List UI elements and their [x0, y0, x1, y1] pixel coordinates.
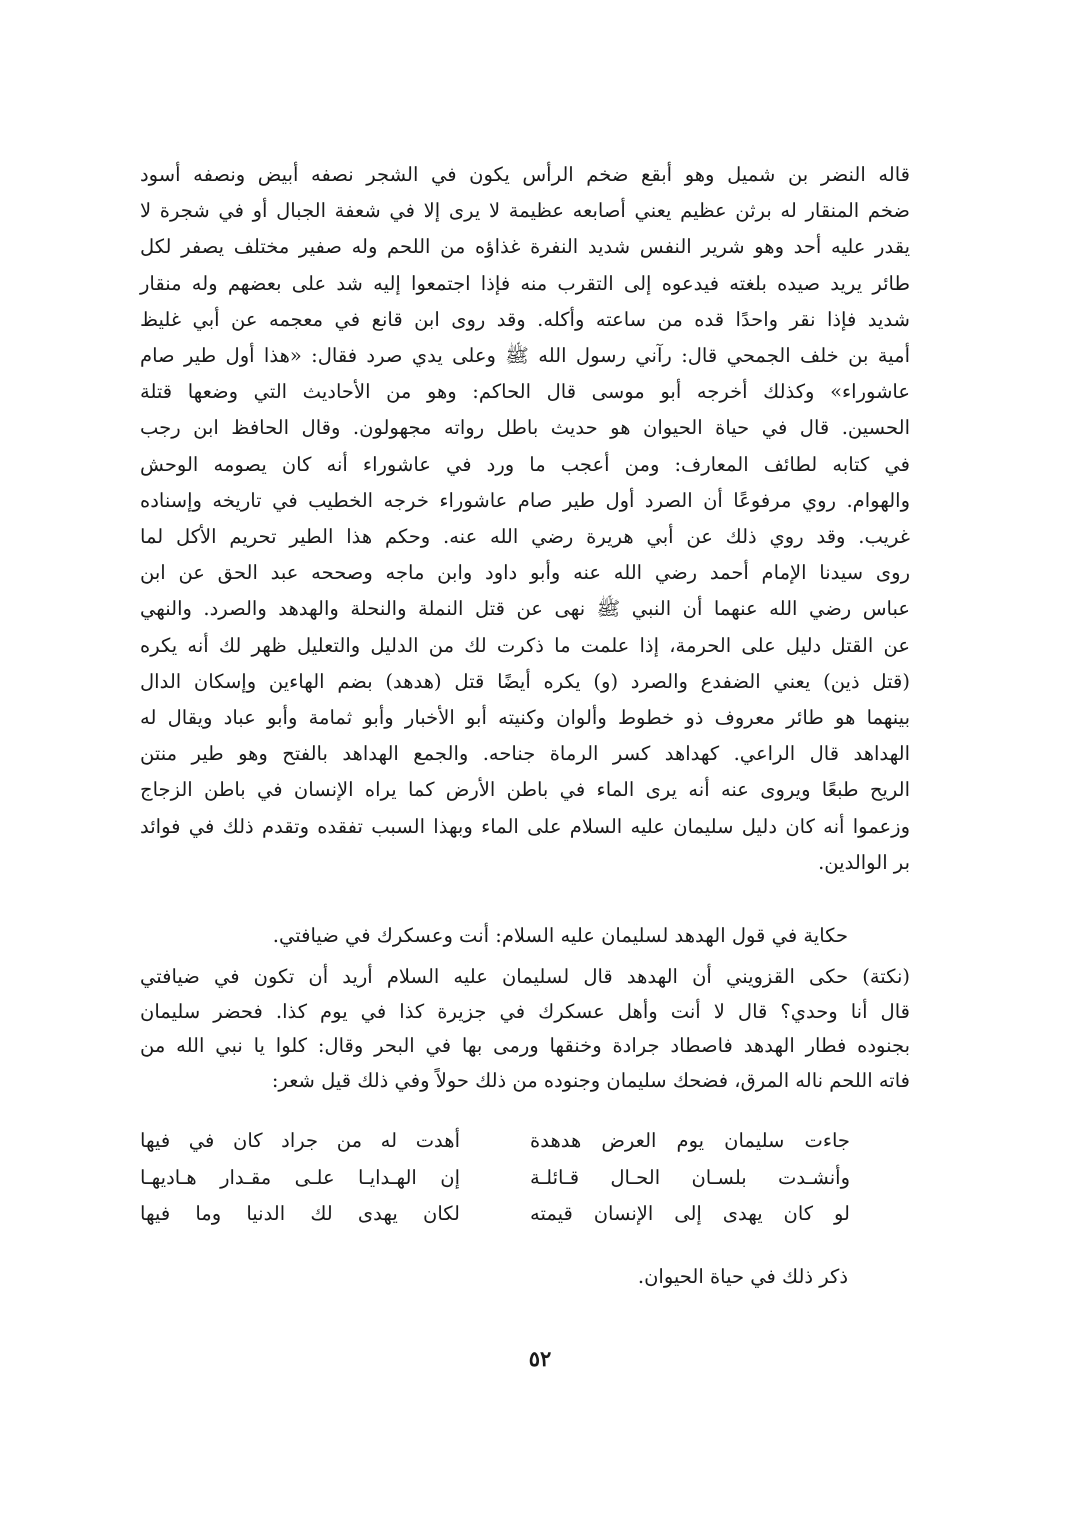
text-line: بينهما هو طائر معروف ذو خطوط وألوان وكنيته أبو الأخبار وأبو ثمامة وأبو عباد ويقال له [140, 706, 910, 730]
text-line: روى سيدنا الإمام أحمد رضي الله عنه وأبو داود وابن ماجه وصححه عبد الحق عن ابن [140, 561, 910, 585]
main-paragraph [140, 157, 910, 881]
page-number: ٥٢ [528, 1346, 552, 1371]
first-hemistich: وأنشـدت بلسـان الحـال قـائلـة [530, 1165, 850, 1189]
text-line: الحسين. قال في حياة الحيوان هو حديث باطل رواته مجهولون. وقال الحافظ ابن رجب [140, 416, 910, 440]
second-hemistich: لكان يهدى لك الدنيا وما فيها [140, 1202, 460, 1225]
text-line: بجنوده فطار الهدهد فاصطاد جرادة وخنقها ورمى بها في البحر وقال: كلوا يا نبي الله من [140, 1034, 910, 1057]
text-line: بر الوالدين. [818, 850, 910, 874]
text-line: ضخم المنقار له برثن عظيم يعني أصابعه عظيمة لا يرى إلا في شعفة الجبال أو في شجرة لا [140, 199, 910, 223]
first-hemistich: جاءت سليمان يوم العرض هدهدة [530, 1129, 850, 1152]
poem-verse [140, 1196, 850, 1233]
poem-verse [140, 1160, 850, 1197]
text-line: يقدر عليه أحد وهو شرير النفس شديد النفرة غذاؤه من اللحم وله صفير مختلف يصفر لكل [140, 235, 910, 259]
text-line: قال أنا وحدي؟ قال لا أنت وأهل عسكرك في جزيرة كذا في يوم كذا. فحضر سليمان [140, 999, 910, 1023]
text-line: الريح طبعًا ويروى عنه أنه يرى الماء في باطن الأرض كما يراه الإنسان في باطن الزجاج [140, 778, 910, 802]
second-hemistich: أهدت له من جراد كان في فيها [140, 1129, 460, 1152]
first-hemistich: لو كان يهدى إلى الإنسان قيمته [530, 1202, 850, 1225]
story-heading: حكاية في قول الهدهد لسليمان عليه السلام: أنت وعسكرك في ضيافتي. [272, 924, 848, 947]
text-line: أمية بن خلف الجمحي قال: رآني رسول الله ﷺ وعلى يدي صرد فقال: «هذا أول طير صام [140, 344, 910, 368]
text-line: عباس رضي الله عنهما أن النبي ﷺ نهى عن قتل النملة والنحلة والهدهد والصرد. والنهي [140, 597, 910, 621]
text-line: في كتابه لطائف المعارف: ومن أعجب ما ورد في عاشوراء أنه كان يصومه الوحش [140, 452, 910, 476]
source-note: ذكر ذلك في حياة الحيوان. [637, 1265, 848, 1288]
text-line: عاشوراء» وكذلك أخرجه أبو موسى قال الحاكم: وهو من الأحاديث التي وضعها قتلة [140, 380, 910, 404]
text-line: والهوام. روي مرفوعًا أن الصرد أول طير صام عاشوراء خرجه الخطيب في تاريخه وإسناده [140, 488, 910, 512]
poem [140, 1123, 850, 1233]
text-line: غريب. وقد روي ذلك عن أبي هريرة رضي الله عنه. وحكم هذا الطير تحريم الأكل لما [140, 525, 910, 549]
text-line: طائر يريد صيده بلغته فيدعوه إلى التقرب منه فإذا اجتمعوا إليه شد على بعضهم وله منقار [140, 271, 910, 295]
poem-verse [140, 1123, 850, 1160]
text-line: (نكتة) حكى القزويني أن الهدهد قال لسليمان عليه السلام أريد أن تكون في ضيافتي [140, 965, 910, 988]
text-line: وزعموا أنه كان دليل سليمان عليه السلام على الماء وبهذا السبب تفقده وتقدم ذلك في فوائد [140, 814, 910, 838]
text-line: (قتل ذين) يعني الضفدع والصرد (و) يكره أيضًا قتل (هدهد) بضم الهاءين وإسكان الدال [140, 669, 910, 693]
text-line: عن القتل دليل على الحرمة، إذا علمت ما ذكرت لك من الدليل والتعليل ظهر لك أنه يكره [140, 633, 910, 657]
text-line: شديد فإذا نقر واحدًا قده من ساعته وأكله. وقد روى ابن قانع في معجمه عن أبي غليظ [140, 307, 910, 331]
text-line: الهداهد قال الراعي. كهداهد كسر الرماة جناحه. والجمع الهداهد بالفتح وهو طير منتن [140, 742, 910, 766]
text-line: قاله النضر بن شميل وهو أبقع ضخم الرأس يكون في الشجر نصفه أبيض ونصفه أسود [140, 163, 910, 186]
note-paragraph [140, 960, 910, 1098]
text-line: فاته اللحم ناله المرق، فضحك سليمان وجنوده من ذلك حولاً وفي ذلك قيل شعر: [271, 1068, 910, 1092]
second-hemistich: إن الهـدايـا علـى مقـدار هـاديهـا [140, 1165, 460, 1189]
